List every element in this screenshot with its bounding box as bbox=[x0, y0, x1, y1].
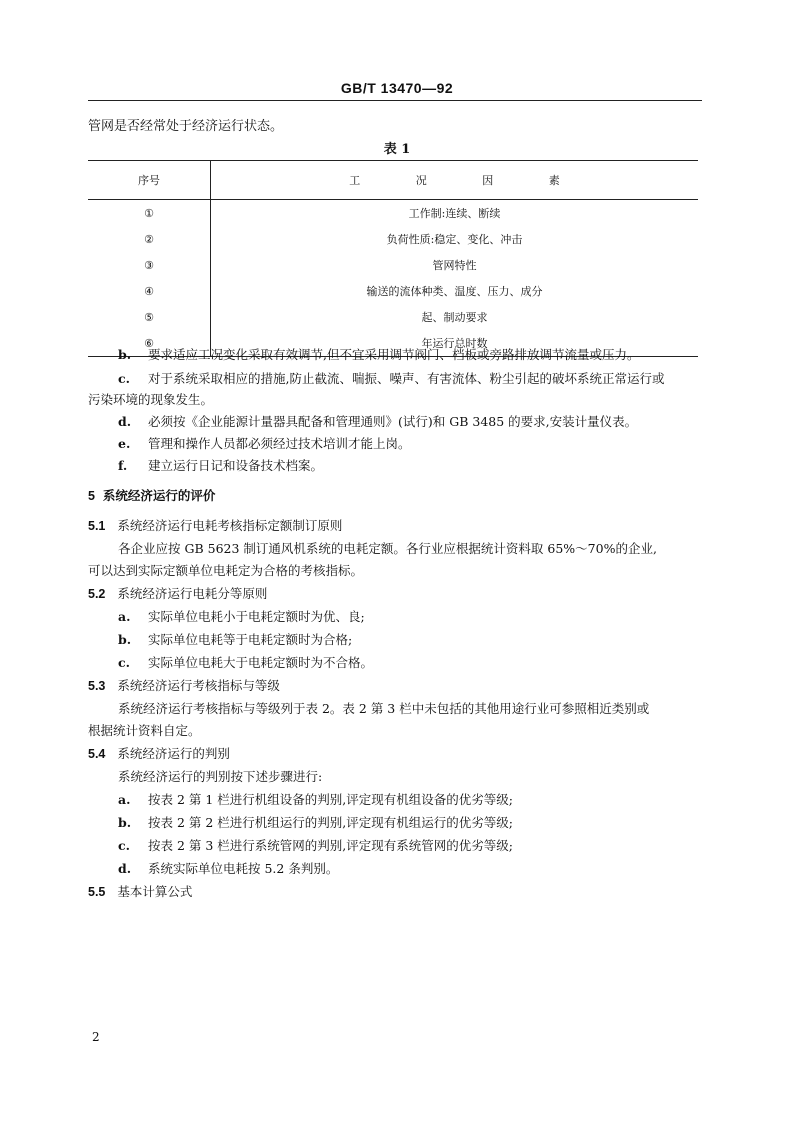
table-header-factors-text: 工 况 因 素 bbox=[349, 174, 586, 187]
table-cell-index: ④ bbox=[88, 278, 211, 304]
list-item-label: a. bbox=[118, 792, 131, 807]
table-row bbox=[88, 226, 698, 252]
list-item bbox=[88, 813, 732, 831]
subsection-title: 系统经济运行电耗分等原则 bbox=[117, 586, 268, 601]
list-item bbox=[88, 630, 732, 648]
table-cell-factor: 输送的流体种类、温度、压力、成分 bbox=[366, 285, 543, 298]
subsection-heading-5-2 bbox=[88, 584, 702, 602]
paragraph-line: 根据统计资料自定。 bbox=[88, 723, 201, 738]
list-item-label: b. bbox=[118, 632, 132, 647]
table-cell-factor: 负荷性质:稳定、变化、冲击 bbox=[386, 233, 523, 246]
list-item-label: c. bbox=[118, 371, 130, 386]
list-item bbox=[88, 412, 732, 430]
list-item-label: d. bbox=[118, 414, 132, 429]
section-heading bbox=[88, 486, 702, 504]
list-item-continuation: 污染环境的现象发生。 bbox=[88, 392, 214, 407]
subsection-heading-5-3 bbox=[88, 676, 702, 694]
subsection-number: 5.4 bbox=[88, 747, 106, 761]
section-title: 系统经济运行的评价 bbox=[102, 489, 216, 503]
subsection-heading-5-4 bbox=[88, 744, 702, 762]
list-item bbox=[88, 836, 732, 854]
table-cell-index: ⑥ bbox=[88, 330, 211, 357]
page-header-standard-code: GB/T 13470—92 bbox=[340, 80, 454, 96]
list-item bbox=[88, 434, 732, 452]
list-item-text: 按表 2 第 3 栏进行系统管网的判别,评定现有系统管网的优劣等级; bbox=[148, 838, 513, 853]
list-item bbox=[88, 653, 732, 671]
list-item bbox=[88, 790, 732, 808]
table-cell-index: ① bbox=[88, 200, 211, 227]
table-cell-index: ③ bbox=[88, 252, 211, 278]
intro-line: 管网是否经常处于经济运行状态。 bbox=[88, 119, 284, 134]
subsection-heading-5-1 bbox=[88, 516, 702, 534]
list-item-label: b. bbox=[118, 347, 132, 362]
list-item bbox=[88, 369, 732, 387]
subsection-title: 系统经济运行的判别 bbox=[117, 746, 230, 761]
list-item-text: 按表 2 第 2 栏进行机组运行的判别,评定现有机组运行的优劣等级; bbox=[148, 815, 513, 830]
table-cell-index: ⑤ bbox=[88, 304, 211, 330]
table-1 bbox=[88, 160, 698, 357]
subsection-number: 5.2 bbox=[88, 587, 106, 601]
list-item-label: e. bbox=[118, 436, 131, 451]
table-row bbox=[88, 304, 698, 330]
subsection-title: 基本计算公式 bbox=[117, 884, 193, 899]
table-cell-factor: 管网特性 bbox=[432, 259, 477, 272]
list-item-text: 实际单位电耗等于电耗定额时为合格; bbox=[148, 632, 353, 647]
table-header-factors bbox=[211, 161, 699, 200]
table-cell-index: ② bbox=[88, 226, 211, 252]
section-number: 5 bbox=[88, 489, 95, 503]
table-cell-factor: 工作制:连续、断续 bbox=[408, 207, 501, 220]
list-item-text: 必须按《企业能源计量器具配备和管理通则》(试行)和 GB 3485 的要求,安装计量仪表。 bbox=[148, 414, 638, 429]
subsection-heading-5-5 bbox=[88, 882, 702, 900]
paragraph-line: 可以达到实际定额单位电耗定为合格的考核指标。 bbox=[88, 563, 364, 578]
header-rule bbox=[88, 100, 702, 101]
table-header-index: 序号 bbox=[88, 161, 211, 200]
table-row bbox=[88, 252, 698, 278]
list-item bbox=[88, 607, 732, 625]
list-item-label: b. bbox=[118, 815, 132, 830]
list-item-label: d. bbox=[118, 861, 132, 876]
table-cell-factor: 年运行总时数 bbox=[211, 330, 699, 357]
list-item-label: c. bbox=[118, 838, 130, 853]
subsection-number: 5.1 bbox=[88, 519, 106, 533]
subsection-number: 5.5 bbox=[88, 885, 106, 899]
list-item-text: 按表 2 第 1 栏进行机组设备的判别,评定现有机组设备的优劣等级; bbox=[148, 792, 513, 807]
table-title: 表 1 bbox=[383, 142, 411, 157]
list-item-text: 实际单位电耗大于电耗定额时为不合格。 bbox=[148, 655, 374, 670]
list-item-text: 要求适应工况变化采取有效调节,但不宜采用调节阀门、档板或旁路排放调节流量或压力。 bbox=[148, 347, 640, 362]
list-item-label: f. bbox=[118, 458, 128, 473]
list-item bbox=[88, 859, 732, 877]
paragraph-line: 各企业应按 GB 5623 制订通风机系统的电耗定额。各行业应根据统计资料取 65%～70%的企业, bbox=[118, 541, 657, 556]
table-cell-factor: 起、制动要求 bbox=[421, 311, 488, 324]
subsection-number: 5.3 bbox=[88, 679, 106, 693]
table-row bbox=[88, 278, 698, 304]
list-item-text: 建立运行日记和设备技术档案。 bbox=[148, 458, 324, 473]
paragraph-line: 系统经济运行考核指标与等级列于表 2。表 2 第 3 栏中未包括的其他用途行业可参照相近类别或 bbox=[118, 701, 650, 716]
list-item bbox=[88, 456, 732, 474]
paragraph-line: 系统经济运行的判别按下述步骤进行: bbox=[118, 769, 323, 784]
list-item-text: 系统实际单位电耗按 5.2 条判别。 bbox=[148, 861, 339, 876]
page-number: 2 bbox=[92, 1030, 100, 1044]
list-item-text: 对于系统采取相应的措施,防止截流、喘振、噪声、有害流体、粉尘引起的破坏系统正常运行或 bbox=[148, 371, 665, 386]
subsection-title: 系统经济运行电耗考核指标定额制订原则 bbox=[117, 518, 343, 533]
list-item bbox=[88, 345, 732, 363]
list-item-label: c. bbox=[118, 655, 130, 670]
subsection-title: 系统经济运行考核指标与等级 bbox=[117, 678, 280, 693]
list-item-label: a. bbox=[118, 609, 131, 624]
list-item-text: 实际单位电耗小于电耗定额时为优、良; bbox=[148, 609, 365, 624]
list-item-text: 管理和操作人员都必须经过技术培训才能上岗。 bbox=[148, 436, 411, 451]
table-row bbox=[88, 200, 698, 227]
